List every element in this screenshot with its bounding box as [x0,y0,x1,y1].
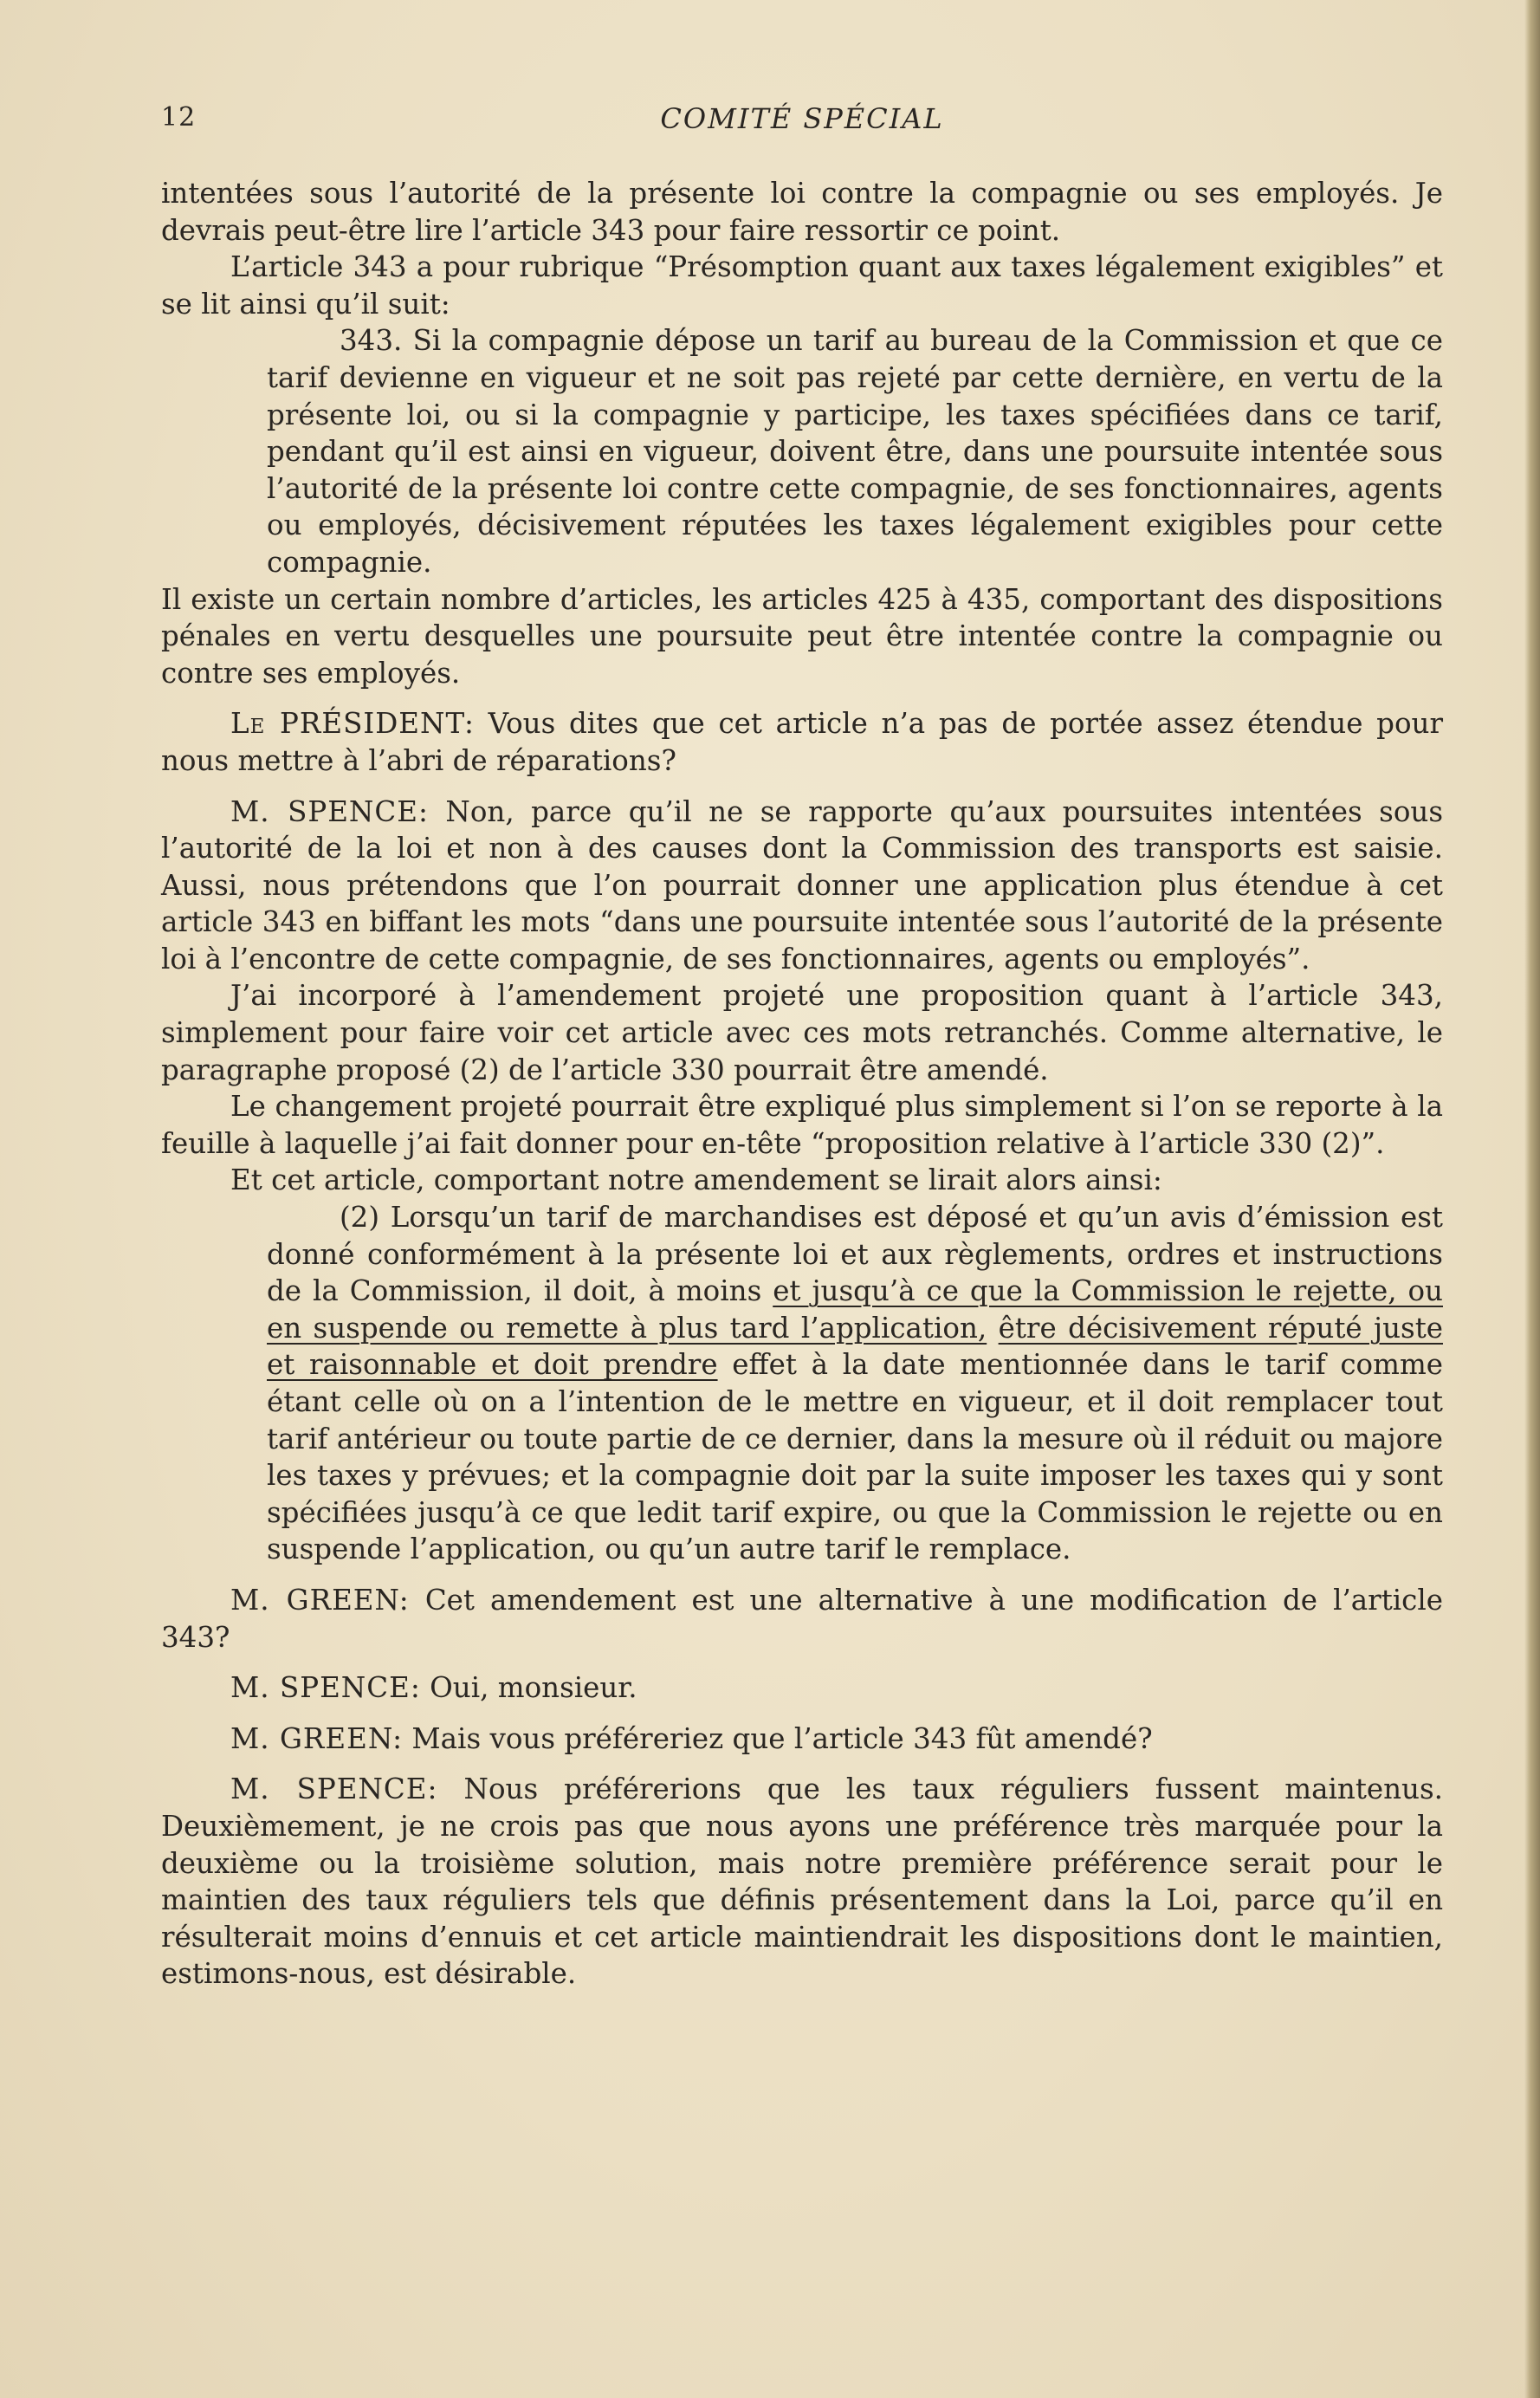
paragraph-change-explained: Le changement projeté pourrait être expliqué plus simplement si l’on se reporte à la feuille à laquelle j’ai fait donner pour en-tête “proposition relative à l’article 330 (2)”. [161,1090,1443,1160]
paragraph-amendment-proposal: J’ai incorporé à l’amendement projeté une proposition quant à l’article 343, simplement pour faire voir cet article avec ces mots retranchés. Comme alternative, le paragraphe proposé (2) de l’article 330 pourrait être amendé. [161,979,1443,1086]
speaker-name: M. SPENCE: [230,1773,438,1806]
speech-text: Oui, monsieur. [430,1671,637,1705]
paragraph-penal-articles: Il existe un certain nombre d’articles, les articles 425 à 435, comportant des dispositions pénales en vertu desquelles une poursuite peut être intentée contre la compagnie ou contre ses employés. [161,582,1443,690]
underlined-text: et jusqu’à ce que la Commission le rejette, ou en suspende ou remette à plus tard l’application, [267,1274,1443,1345]
speech-text: Mais vous préféreriez que l’article 343 fût amendé? [411,1721,1153,1755]
speech-text: Non, parce qu’il ne se rapporte qu’aux poursuites intentées sous l’autorité de la loi et non à des causes dont la Commission des transports est saisie. Aussi, nous prétendons que l’on pourrait donner une application plus étendue à cet article 343 en biffant les mots “dans une poursuite intentée sous l’autorité de la présente loi à l’encontre de cette compagnie, de ses fonctionnaires, agents ou employés”. [161,794,1443,975]
speech-text: Vous dites que cet article n’a pas de portée assez étendue pour nous mettre à l’abri de réparations? [161,707,1443,777]
quote-text: effet à la date mentionnée dans le tarif comme étant celle où on a l’intention de le mettre en vigueur, et il doit remplacer tout tarif antérieur ou toute partie de ce dernier, dans la mesure où il réduit ou majore les taxes y prévues; et la compagnie doit par la suite imposer les taxes qui y sont spécifiées jusqu’à ce que ledit tarif expire, ou que la Commission le rejette ou en suspende l’application, ou qu’un autre tarif le remplace. [267,1348,1443,1566]
speech-text: Nous préférerions que les taux réguliers fussent maintenus. Deuxièmement, je ne crois pas que nous ayons une préférence très marquée pour la deuxième ou la troisième solution, mais notre première préférence serait pour le maintien des taux réguliers tels que définis présentement dans la Loi, parce qu’il en résulterait moins d’ennuis et cet article maintiendrait les dispositions dont le maintien, estimons-nous, est désirable. [161,1773,1443,1991]
dialogue-spence-2 [161,1669,1443,1707]
dialogue-spence-3 [161,1771,1443,1993]
speaker-name: M. SPENCE: [230,1671,421,1705]
quote-article-343: 343. Si la compagnie dépose un tarif au bureau de la Commission et que ce tarif devienne en vigueur et ne soit pas rejeté par cette dernière, en vertu de la présente loi, ou si la compagnie y participe, les taxes spécifiées dans ce tarif, pendant qu’il est ainsi en vigueur, doivent être, dans une poursuite intentée sous l’autorité de la présente loi contre cette compagnie, de ses fonctionnaires, agents ou employés, décisivement réputées les taxes légalement exigibles pour cette compagnie. [267,324,1443,579]
speech-text: Cet amendement est une alternative à une modification de l’article 343? [161,1583,1443,1654]
page-header [161,102,1443,146]
speaker-name: M. GREEN: [230,1583,410,1617]
speaker-name: Le PRÉSIDENT: [230,707,475,741]
paragraph-article-343-intro: L’article 343 a pour rubrique “Présomption quant aux taxes légalement exigibles” et se lit ainsi qu’il suit: [161,250,1443,321]
dialogue-green-1 [161,1582,1443,1656]
page-number: 12 [161,102,197,133]
dialogue-president [161,705,1443,779]
page-edge-shadow [1524,0,1540,2398]
dialogue-spence-1 [161,794,1443,978]
paragraph-continuation: intentées sous l’autorité de la présente loi contre la compagnie ou ses employés. Je devrais peut-être lire l’article 343 pour faire ressortir ce point. [161,177,1443,247]
paragraph-article-reads: Et cet article, comportant notre amendement se lirait alors ainsi: [230,1163,1162,1197]
dialogue-green-2 [161,1721,1443,1758]
underlined-text: être décisivement réputé juste et raisonnable et doit prendre [267,1311,1443,1382]
speaker-name: M. GREEN: [230,1721,404,1755]
running-title: COMITÉ SPÉCIAL [660,102,944,135]
page-body [161,175,1443,1993]
quote-text: (2) Lorsqu’un tarif de marchandises est déposé et qu’un avis d’émission est donné conformément à la présente loi et aux règlements, ordres et instructions de la Commission, il doit, à moins [267,1201,1443,1308]
quote-article-330-2 [267,1199,1443,1568]
speaker-name: M. SPENCE: [230,794,429,828]
